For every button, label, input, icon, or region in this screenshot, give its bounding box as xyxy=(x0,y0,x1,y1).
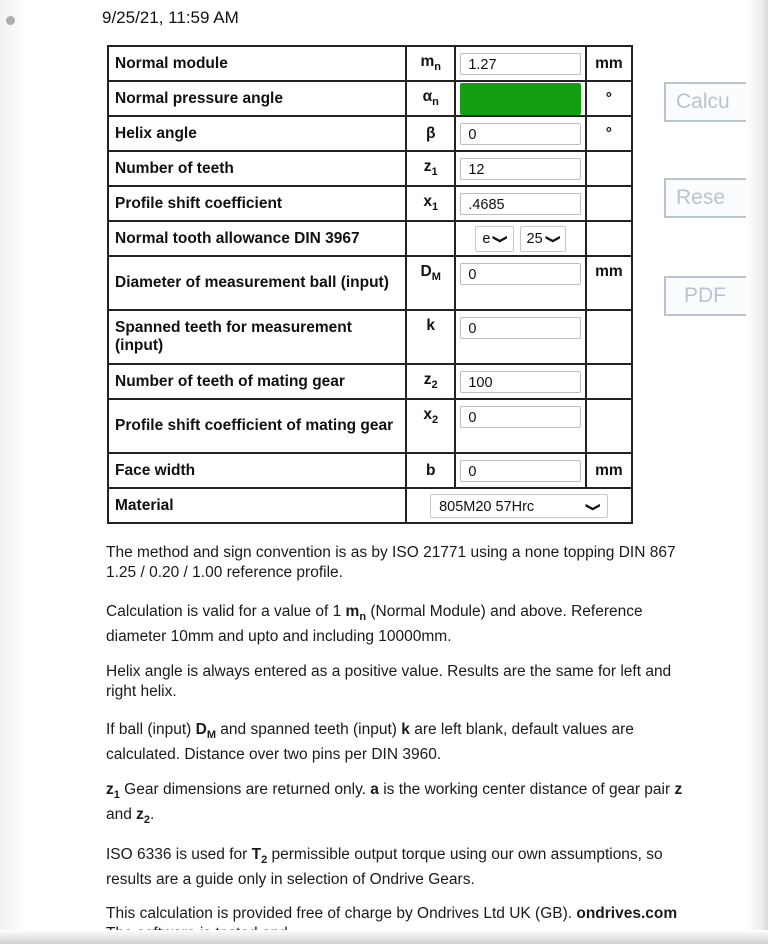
row-label: Normal module xyxy=(108,46,406,81)
row-symbol: $D_M$ xyxy=(406,256,455,310)
row-unit: mm xyxy=(586,256,632,310)
row-unit: mm xyxy=(586,46,632,81)
row-label: Spanned teeth for measurement (input) xyxy=(108,310,406,364)
row-symbol: $z_1$ xyxy=(406,151,455,186)
print-timestamp: 9/25/21, 11:59 AM xyxy=(102,8,239,27)
row-symbol: β xyxy=(406,116,455,151)
note-torque: ISO 6336 is used for $T_2$ permissible output torque using our own assumptions, so results are a guide only in selection of Ondrive Gears. xyxy=(106,846,663,889)
ball-diameter-cell xyxy=(455,256,585,310)
pressure-angle-cell xyxy=(455,81,585,116)
row-label: Profile shift coefficient of mating gear xyxy=(108,399,406,453)
teeth-count-input[interactable]: 12 xyxy=(460,158,580,180)
table-row xyxy=(108,488,632,523)
helix-angle-cell xyxy=(455,116,585,151)
scan-right-edge xyxy=(746,0,768,944)
gear-input-table xyxy=(107,45,633,524)
row-unit xyxy=(586,151,632,186)
table-row xyxy=(108,221,632,256)
ball-diameter-input[interactable]: 0 xyxy=(460,263,580,285)
helix-angle-input[interactable]: 0 xyxy=(460,123,580,145)
normal-module-input[interactable]: 1.27 xyxy=(460,53,580,75)
row-unit xyxy=(586,364,632,399)
row-symbol: k xyxy=(406,310,455,364)
note-disclaimer: This calculation is provided free of charge by Ondrives Ltd UK (GB). ondrives.com xyxy=(106,905,678,922)
ondrives-link[interactable]: ondrives.com xyxy=(576,905,678,922)
table-row xyxy=(108,453,632,488)
row-unit: ° xyxy=(586,116,632,151)
teeth-count-cell xyxy=(455,151,585,186)
normal-module-cell xyxy=(455,46,585,81)
table-row xyxy=(108,310,632,364)
note-validity: Calculation is valid for a value of 1 $m_n$ (Normal Module) and above. Reference diameter 10mm and upto and including 10000mm. xyxy=(106,603,643,646)
mating-shift-cell xyxy=(455,399,585,453)
row-unit xyxy=(586,186,632,221)
row-label: Normal pressure angle xyxy=(108,81,406,116)
table-row xyxy=(108,186,632,221)
row-symbol: $m_n$ xyxy=(406,46,455,81)
mating-teeth-cell xyxy=(455,364,585,399)
allowance-tolerance-select[interactable]: 25 ❯ xyxy=(520,226,566,252)
profile-shift-input[interactable]: .4685 xyxy=(460,193,580,215)
spanned-teeth-cell xyxy=(455,310,585,364)
mating-shift-input[interactable]: 0 xyxy=(460,406,580,428)
row-symbol xyxy=(406,221,455,256)
table-row xyxy=(108,364,632,399)
table-row xyxy=(108,81,632,116)
scan-left-shadow xyxy=(0,0,28,944)
row-unit: mm xyxy=(586,453,632,488)
row-symbol: $x_1$ xyxy=(406,186,455,221)
row-label: Number of teeth of mating gear xyxy=(108,364,406,399)
table-row xyxy=(108,399,632,453)
face-width-cell xyxy=(455,453,585,488)
profile-shift-cell xyxy=(455,186,585,221)
row-label: Normal tooth allowance DIN 3967 xyxy=(108,221,406,256)
calculate-button[interactable]: Calcu xyxy=(664,82,754,122)
note-iso-reference: The method and sign convention is as by ISO 21771 using a none topping DIN 867 1.25 / 0.20 / 1.00 reference profile. xyxy=(106,544,676,581)
table-row xyxy=(108,46,632,81)
spanned-teeth-input[interactable]: 0 xyxy=(460,317,580,339)
row-label: Face width xyxy=(108,453,406,488)
row-symbol: b xyxy=(406,453,455,488)
note-defaults: If ball (input) $D_M$ and spanned teeth (input) k are left blank, default values are calculated. Distance over two pins per DIN 3960. xyxy=(106,721,634,764)
row-symbol: $z_2$ xyxy=(406,364,455,399)
tooth-allowance-cell xyxy=(455,221,585,256)
row-symbol: $x_2$ xyxy=(406,399,455,453)
chevron-down-icon: ❯ xyxy=(493,233,510,244)
row-unit xyxy=(586,310,632,364)
row-unit: ° xyxy=(586,81,632,116)
row-label: Material xyxy=(108,488,406,523)
row-label: Helix angle xyxy=(108,116,406,151)
pressure-angle-input[interactable] xyxy=(460,83,580,115)
face-width-input[interactable]: 0 xyxy=(460,460,580,482)
row-symbol: $\alpha_n$ xyxy=(406,81,455,116)
row-label: Diameter of measurement ball (input) xyxy=(108,256,406,310)
row-unit xyxy=(586,221,632,256)
allowance-deviation-select[interactable]: e ❯ xyxy=(475,226,513,252)
material-select[interactable]: 805M20 57Hrc ❯ xyxy=(430,494,608,518)
scan-bottom-edge xyxy=(0,930,768,944)
row-label: Number of teeth xyxy=(108,151,406,186)
chevron-down-icon: ❯ xyxy=(585,501,603,512)
table-row xyxy=(108,116,632,151)
table-row xyxy=(108,256,632,310)
reset-button[interactable]: Rese xyxy=(664,178,754,218)
table-row xyxy=(108,151,632,186)
note-helix: Helix angle is always entered as a positive value. Results are the same for left and right helix. xyxy=(106,663,672,700)
row-label: Profile shift coefficient xyxy=(108,186,406,221)
material-cell xyxy=(406,488,632,523)
pdf-button[interactable]: PDF xyxy=(664,276,754,316)
row-unit xyxy=(586,399,632,453)
note-gear-dimensions: $z_1$ Gear dimensions are returned only. a is the working center distance of gear pair z and $z_2$. xyxy=(106,781,683,827)
scan-dot xyxy=(6,16,15,25)
mating-teeth-input[interactable]: 100 xyxy=(460,371,580,393)
chevron-down-icon: ❯ xyxy=(545,233,563,244)
